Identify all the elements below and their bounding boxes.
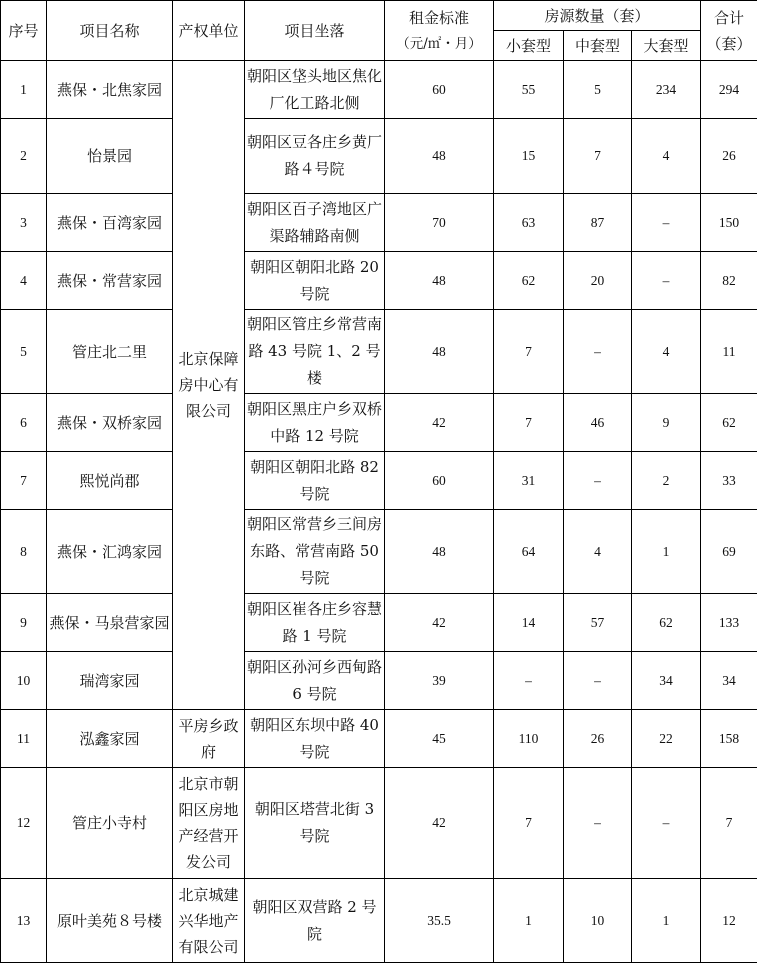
cell-name: 怡景园 <box>47 119 173 194</box>
cell-small: 7 <box>494 768 564 879</box>
cell-location: 朝阳区常营乡三间房东路、常营南路 50 号院 <box>245 510 385 594</box>
cell-rent: 48 <box>385 510 494 594</box>
table-row <box>1 394 757 452</box>
header-large: 大套型 <box>632 31 701 61</box>
cell-seq: 4 <box>1 252 47 310</box>
cell-small: 7 <box>494 310 564 394</box>
cell-location: 朝阳区东坝中路 40 号院 <box>245 710 385 768</box>
cell-small: 1 <box>494 879 564 963</box>
cell-seq: 7 <box>1 452 47 510</box>
cell-total: 133 <box>701 594 757 652</box>
cell-medium: 57 <box>564 594 632 652</box>
cell-name: 燕保・北焦家园 <box>47 61 173 119</box>
cell-rent: 42 <box>385 768 494 879</box>
cell-name: 瑞湾家园 <box>47 652 173 710</box>
cell-small: 15 <box>494 119 564 194</box>
cell-small: 64 <box>494 510 564 594</box>
cell-rent: 60 <box>385 61 494 119</box>
cell-large: 1 <box>632 510 701 594</box>
cell-medium: 20 <box>564 252 632 310</box>
table-row <box>1 194 757 252</box>
cell-name: 燕保・双桥家园 <box>47 394 173 452</box>
cell-large: 234 <box>632 61 701 119</box>
table-row <box>1 510 757 594</box>
cell-medium: 46 <box>564 394 632 452</box>
cell-owner: 北京城建兴华地产有限公司 <box>173 879 245 963</box>
cell-small: 14 <box>494 594 564 652</box>
cell-owner: 平房乡政府 <box>173 710 245 768</box>
cell-name: 燕保・百湾家园 <box>47 194 173 252</box>
table-row <box>1 879 757 963</box>
header-seq: 序号 <box>1 1 47 61</box>
header-owner: 产权单位 <box>173 1 245 61</box>
cell-owner: 北京市朝阳区房地产经营开发公司 <box>173 768 245 879</box>
table-row <box>1 61 757 119</box>
cell-name: 燕保・常营家园 <box>47 252 173 310</box>
cell-name: 燕保・汇鸿家园 <box>47 510 173 594</box>
cell-location: 朝阳区朝阳北路 82 号院 <box>245 452 385 510</box>
table-row <box>1 710 757 768</box>
cell-location: 朝阳区黑庄户乡双桥中路 12 号院 <box>245 394 385 452</box>
cell-rent: 42 <box>385 394 494 452</box>
cell-large: 2 <box>632 452 701 510</box>
cell-rent: 45 <box>385 710 494 768</box>
cell-medium: 4 <box>564 510 632 594</box>
cell-medium: – <box>564 652 632 710</box>
cell-large: 1 <box>632 879 701 963</box>
cell-medium: 10 <box>564 879 632 963</box>
cell-total: 69 <box>701 510 757 594</box>
header-small: 小套型 <box>494 31 564 61</box>
cell-large: 4 <box>632 119 701 194</box>
cell-large: – <box>632 252 701 310</box>
cell-total: 33 <box>701 452 757 510</box>
cell-seq: 9 <box>1 594 47 652</box>
cell-small: 31 <box>494 452 564 510</box>
cell-small: – <box>494 652 564 710</box>
cell-rent: 39 <box>385 652 494 710</box>
cell-total: 82 <box>701 252 757 310</box>
cell-name: 泓鑫家园 <box>47 710 173 768</box>
table-row <box>1 119 757 194</box>
cell-total: 26 <box>701 119 757 194</box>
cell-total: 62 <box>701 394 757 452</box>
cell-rent: 48 <box>385 310 494 394</box>
cell-seq: 6 <box>1 394 47 452</box>
cell-owner: 北京保障房中心有限公司 <box>173 61 245 710</box>
cell-medium: 26 <box>564 710 632 768</box>
cell-small: 55 <box>494 61 564 119</box>
cell-total: 150 <box>701 194 757 252</box>
header-location: 项目坐落 <box>245 1 385 61</box>
table-row <box>1 452 757 510</box>
header-medium: 中套型 <box>564 31 632 61</box>
header-units: 房源数量（套） <box>494 1 701 31</box>
header-rent-label: 租金标准 <box>408 8 469 27</box>
cell-medium: 87 <box>564 194 632 252</box>
cell-name: 管庄北二里 <box>47 310 173 394</box>
header-total-unit: （套） <box>706 34 752 53</box>
cell-location: 朝阳区塔营北街 3 号院 <box>245 768 385 879</box>
cell-medium: 7 <box>564 119 632 194</box>
cell-rent: 60 <box>385 452 494 510</box>
cell-seq: 3 <box>1 194 47 252</box>
cell-large: – <box>632 768 701 879</box>
table-row <box>1 652 757 710</box>
cell-large: – <box>632 194 701 252</box>
cell-small: 110 <box>494 710 564 768</box>
cell-rent: 48 <box>385 119 494 194</box>
header-total <box>701 1 757 61</box>
cell-total: 11 <box>701 310 757 394</box>
cell-small: 62 <box>494 252 564 310</box>
cell-location: 朝阳区崔各庄乡容慧路 1 号院 <box>245 594 385 652</box>
cell-total: 7 <box>701 768 757 879</box>
cell-medium: – <box>564 768 632 879</box>
cell-seq: 8 <box>1 510 47 594</box>
cell-large: 62 <box>632 594 701 652</box>
cell-rent: 42 <box>385 594 494 652</box>
cell-location: 朝阳区管庄乡常营南路 43 号院 1、2 号楼 <box>245 310 385 394</box>
cell-seq: 11 <box>1 710 47 768</box>
cell-seq: 10 <box>1 652 47 710</box>
cell-medium: – <box>564 452 632 510</box>
cell-location: 朝阳区双营路 2 号院 <box>245 879 385 963</box>
cell-rent: 48 <box>385 252 494 310</box>
header-rent-unit: （元/㎡・月） <box>396 35 482 52</box>
cell-medium: – <box>564 310 632 394</box>
cell-large: 22 <box>632 710 701 768</box>
cell-seq: 1 <box>1 61 47 119</box>
cell-total: 34 <box>701 652 757 710</box>
table-row <box>1 252 757 310</box>
cell-location: 朝阳区朝阳北路 20 号院 <box>245 252 385 310</box>
cell-seq: 13 <box>1 879 47 963</box>
cell-large: 9 <box>632 394 701 452</box>
cell-location: 朝阳区豆各庄乡黄厂路４号院 <box>245 119 385 194</box>
cell-large: 34 <box>632 652 701 710</box>
header-rent <box>385 1 494 61</box>
table-row <box>1 310 757 394</box>
cell-total: 294 <box>701 61 757 119</box>
table-row <box>1 768 757 879</box>
cell-seq: 5 <box>1 310 47 394</box>
cell-small: 7 <box>494 394 564 452</box>
cell-seq: 2 <box>1 119 47 194</box>
table-row <box>1 594 757 652</box>
cell-location: 朝阳区垡头地区焦化厂化工路北侧 <box>245 61 385 119</box>
cell-large: 4 <box>632 310 701 394</box>
cell-name: 原叶美苑８号楼 <box>47 879 173 963</box>
header-total-label: 合计 <box>713 8 744 27</box>
cell-medium: 5 <box>564 61 632 119</box>
cell-rent: 35.5 <box>385 879 494 963</box>
cell-name: 熙悦尚郡 <box>47 452 173 510</box>
cell-small: 63 <box>494 194 564 252</box>
header-name: 项目名称 <box>47 1 173 61</box>
cell-seq: 12 <box>1 768 47 879</box>
cell-name: 燕保・马泉营家园 <box>47 594 173 652</box>
cell-location: 朝阳区孙河乡西甸路 6 号院 <box>245 652 385 710</box>
cell-location: 朝阳区百子湾地区广渠路辅路南侧 <box>245 194 385 252</box>
cell-rent: 70 <box>385 194 494 252</box>
cell-total: 12 <box>701 879 757 963</box>
cell-name: 管庄小寺村 <box>47 768 173 879</box>
cell-total: 158 <box>701 710 757 768</box>
